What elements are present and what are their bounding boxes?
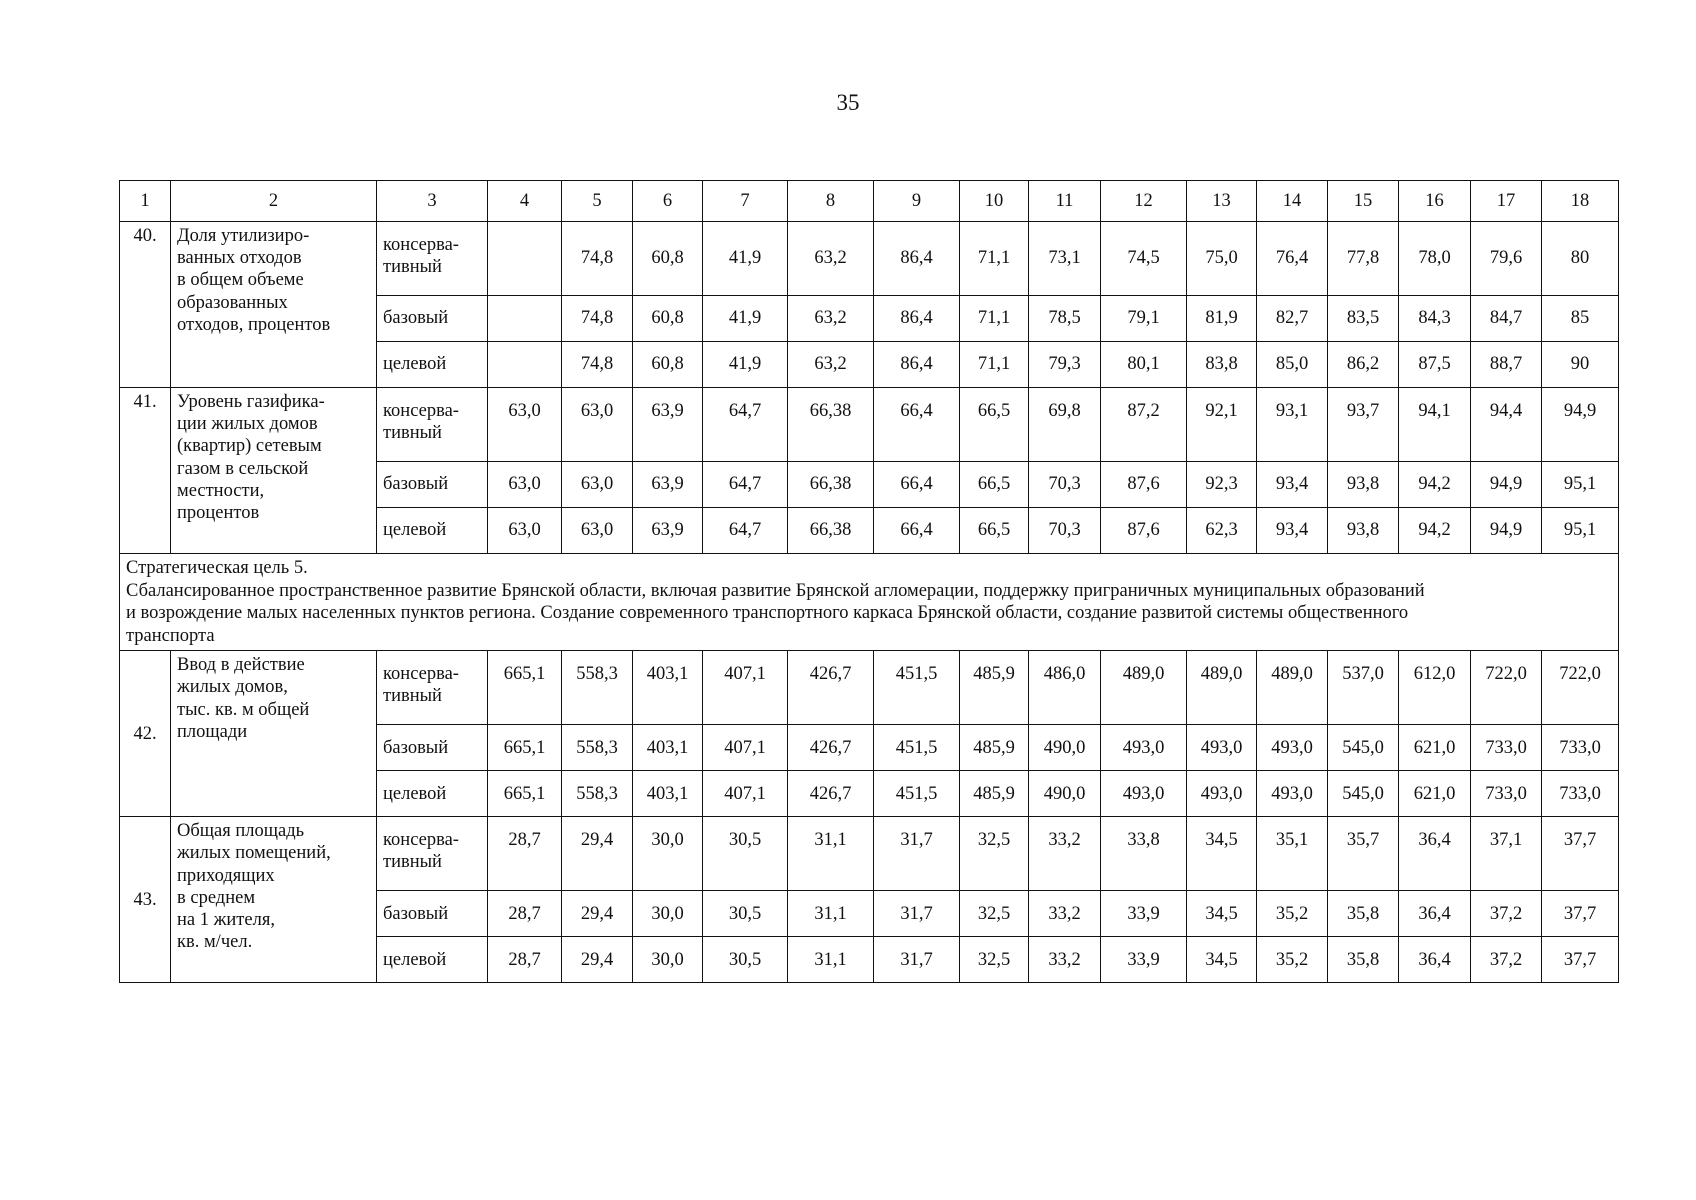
value-cell: 64,7 [703, 388, 788, 462]
value-cell: 407,1 [703, 725, 788, 771]
value-cell: 722,0 [1471, 651, 1542, 725]
value-cell: 94,9 [1471, 508, 1542, 554]
value-cell: 486,0 [1029, 651, 1101, 725]
value-cell [488, 342, 562, 388]
value-cell: 63,0 [562, 462, 633, 508]
indicator-name: Уровень газифика- ции жилых домов (квартир) сетевым газом в сельской местности, процентов [171, 388, 377, 554]
column-header: 7 [703, 181, 788, 222]
value-cell [488, 296, 562, 342]
value-cell: 31,1 [788, 817, 874, 891]
value-cell: 36,4 [1399, 891, 1471, 937]
value-cell: 31,7 [874, 891, 960, 937]
scenario-label: целевой [377, 771, 488, 817]
value-cell: 60,8 [633, 296, 703, 342]
value-cell: 33,9 [1101, 891, 1187, 937]
value-cell: 41,9 [703, 296, 788, 342]
value-cell: 733,0 [1542, 771, 1619, 817]
indicator-number: 40. [120, 222, 171, 388]
value-cell: 95,1 [1542, 462, 1619, 508]
value-cell: 84,7 [1471, 296, 1542, 342]
page-number: 35 [836, 90, 860, 115]
value-cell: 665,1 [488, 725, 562, 771]
value-cell: 63,0 [562, 508, 633, 554]
value-cell: 66,5 [960, 462, 1029, 508]
strategic-goal-text: и возрождение малых населенных пунктов региона. Создание современного транспортного каркаса Брянской области, создание развитой системы общественного [126, 603, 1409, 624]
value-cell: 32,5 [960, 937, 1029, 983]
value-cell: 94,2 [1399, 508, 1471, 554]
value-cell: 451,5 [874, 725, 960, 771]
table-row [120, 222, 1619, 296]
value-cell: 93,4 [1257, 462, 1328, 508]
value-cell: 37,1 [1471, 817, 1542, 891]
value-cell: 34,5 [1187, 891, 1257, 937]
value-cell: 35,2 [1257, 937, 1328, 983]
value-cell: 79,1 [1101, 296, 1187, 342]
value-cell: 489,0 [1187, 651, 1257, 725]
column-header: 5 [562, 181, 633, 222]
value-cell: 493,0 [1187, 725, 1257, 771]
column-header: 12 [1101, 181, 1187, 222]
value-cell: 403,1 [633, 725, 703, 771]
value-cell: 86,4 [874, 222, 960, 296]
value-cell: 733,0 [1542, 725, 1619, 771]
value-cell: 31,1 [788, 937, 874, 983]
table-row [120, 388, 1619, 462]
value-cell: 94,9 [1471, 462, 1542, 508]
value-cell: 37,7 [1542, 817, 1619, 891]
value-cell: 733,0 [1471, 771, 1542, 817]
strategic-goal-text: транспорта [126, 625, 215, 646]
value-cell: 426,7 [788, 651, 874, 725]
value-cell: 37,7 [1542, 891, 1619, 937]
column-header: 10 [960, 181, 1029, 222]
value-cell: 63,0 [562, 388, 633, 462]
column-header: 11 [1029, 181, 1101, 222]
value-cell: 70,3 [1029, 462, 1101, 508]
value-cell: 37,2 [1471, 937, 1542, 983]
value-cell: 665,1 [488, 651, 562, 725]
value-cell: 621,0 [1399, 771, 1471, 817]
value-cell: 66,4 [874, 462, 960, 508]
scenario-label: консерва- тивный [377, 651, 488, 725]
value-cell: 29,4 [562, 817, 633, 891]
value-cell: 558,3 [562, 771, 633, 817]
value-cell: 665,1 [488, 771, 562, 817]
scenario-label: консерва- тивный [377, 222, 488, 296]
value-cell: 71,1 [960, 296, 1029, 342]
value-cell: 493,0 [1101, 771, 1187, 817]
value-cell: 94,4 [1471, 388, 1542, 462]
value-cell: 88,7 [1471, 342, 1542, 388]
value-cell: 490,0 [1029, 771, 1101, 817]
value-cell: 621,0 [1399, 725, 1471, 771]
strategic-goal-title: Стратегическая цель 5. [126, 558, 308, 578]
value-cell: 35,7 [1328, 817, 1399, 891]
scenario-label: базовый [377, 725, 488, 771]
value-cell: 85 [1542, 296, 1619, 342]
value-cell: 66,5 [960, 508, 1029, 554]
value-cell: 403,1 [633, 771, 703, 817]
column-header: 3 [377, 181, 488, 222]
value-cell: 28,7 [488, 891, 562, 937]
value-cell: 41,9 [703, 342, 788, 388]
value-cell: 485,9 [960, 771, 1029, 817]
value-cell: 86,2 [1328, 342, 1399, 388]
value-cell: 60,8 [633, 342, 703, 388]
indicator-name: Общая площадь жилых помещений, приходящих в среднем на 1 жителя, кв. м/чел. [171, 817, 377, 983]
scenario-label: целевой [377, 937, 488, 983]
value-cell: 33,2 [1029, 817, 1101, 891]
value-cell: 34,5 [1187, 937, 1257, 983]
value-cell: 92,3 [1187, 462, 1257, 508]
value-cell: 451,5 [874, 771, 960, 817]
value-cell: 94,9 [1542, 388, 1619, 462]
column-header: 4 [488, 181, 562, 222]
scenario-label: консерва- тивный [377, 388, 488, 462]
value-cell: 93,4 [1257, 508, 1328, 554]
value-cell: 485,9 [960, 651, 1029, 725]
value-cell: 74,8 [562, 296, 633, 342]
value-cell: 79,3 [1029, 342, 1101, 388]
value-cell: 545,0 [1328, 771, 1399, 817]
value-cell: 78,5 [1029, 296, 1101, 342]
value-cell: 63,0 [488, 388, 562, 462]
value-cell [488, 222, 562, 296]
value-cell: 490,0 [1029, 725, 1101, 771]
value-cell: 87,2 [1101, 388, 1187, 462]
indicator-number: 42. [120, 651, 171, 817]
value-cell: 83,5 [1328, 296, 1399, 342]
scenario-label: базовый [377, 462, 488, 508]
value-cell: 31,7 [874, 817, 960, 891]
scenario-label: целевой [377, 508, 488, 554]
value-cell: 426,7 [788, 771, 874, 817]
value-cell: 733,0 [1471, 725, 1542, 771]
value-cell: 63,0 [488, 462, 562, 508]
value-cell: 63,2 [788, 222, 874, 296]
value-cell: 30,5 [703, 937, 788, 983]
value-cell: 493,0 [1257, 771, 1328, 817]
column-header: 6 [633, 181, 703, 222]
value-cell: 95,1 [1542, 508, 1619, 554]
scenario-label: консерва- тивный [377, 817, 488, 891]
value-cell: 33,2 [1029, 937, 1101, 983]
value-cell: 70,3 [1029, 508, 1101, 554]
value-cell: 94,1 [1399, 388, 1471, 462]
value-cell: 37,2 [1471, 891, 1542, 937]
strategic-goal-text: Сбалансированное пространственное развитие Брянской области, включая развитие Брянской агломерации, поддержку приграничных муниципальных образований [126, 580, 1425, 601]
indicator-name: Доля утилизиро- ванных отходов в общем объеме образованных отходов, процентов [171, 222, 377, 388]
value-cell: 63,9 [633, 508, 703, 554]
value-cell: 74,8 [562, 342, 633, 388]
value-cell: 62,3 [1187, 508, 1257, 554]
value-cell: 493,0 [1257, 725, 1328, 771]
value-cell: 31,7 [874, 937, 960, 983]
value-cell: 63,9 [633, 462, 703, 508]
value-cell: 87,5 [1399, 342, 1471, 388]
value-cell: 71,1 [960, 342, 1029, 388]
value-cell: 485,9 [960, 725, 1029, 771]
table-row [120, 651, 1619, 725]
value-cell: 35,2 [1257, 891, 1328, 937]
value-cell: 85,0 [1257, 342, 1328, 388]
value-cell: 35,8 [1328, 891, 1399, 937]
table-body [120, 181, 1619, 983]
value-cell: 69,8 [1029, 388, 1101, 462]
value-cell: 64,7 [703, 508, 788, 554]
value-cell: 493,0 [1101, 725, 1187, 771]
scenario-label: целевой [377, 342, 488, 388]
table-row [120, 817, 1619, 891]
value-cell: 74,5 [1101, 222, 1187, 296]
value-cell: 80,1 [1101, 342, 1187, 388]
column-header: 8 [788, 181, 874, 222]
value-cell: 83,8 [1187, 342, 1257, 388]
column-header: 1 [120, 181, 171, 222]
value-cell: 451,5 [874, 651, 960, 725]
value-cell: 29,4 [562, 891, 633, 937]
value-cell: 66,4 [874, 388, 960, 462]
value-cell: 92,1 [1187, 388, 1257, 462]
value-cell: 558,3 [562, 651, 633, 725]
value-cell: 74,8 [562, 222, 633, 296]
value-cell: 84,3 [1399, 296, 1471, 342]
value-cell: 93,8 [1328, 462, 1399, 508]
value-cell: 30,0 [633, 817, 703, 891]
value-cell: 63,2 [788, 296, 874, 342]
value-cell: 31,1 [788, 891, 874, 937]
value-cell: 33,8 [1101, 817, 1187, 891]
value-cell: 33,9 [1101, 937, 1187, 983]
value-cell: 33,2 [1029, 891, 1101, 937]
value-cell: 493,0 [1187, 771, 1257, 817]
value-cell: 82,7 [1257, 296, 1328, 342]
value-cell: 489,0 [1257, 651, 1328, 725]
value-cell: 28,7 [488, 937, 562, 983]
value-cell: 71,1 [960, 222, 1029, 296]
strategic-goal [120, 554, 1619, 651]
value-cell: 64,7 [703, 462, 788, 508]
value-cell: 75,0 [1187, 222, 1257, 296]
value-cell: 81,9 [1187, 296, 1257, 342]
value-cell: 66,38 [788, 462, 874, 508]
indicator-number: 41. [120, 388, 171, 554]
column-header: 17 [1471, 181, 1542, 222]
scenario-label: базовый [377, 891, 488, 937]
column-header: 14 [1257, 181, 1328, 222]
value-cell: 36,4 [1399, 937, 1471, 983]
value-cell: 66,4 [874, 508, 960, 554]
value-cell: 537,0 [1328, 651, 1399, 725]
value-cell: 30,5 [703, 817, 788, 891]
value-cell: 63,0 [488, 508, 562, 554]
value-cell: 32,5 [960, 817, 1029, 891]
value-cell: 30,0 [633, 937, 703, 983]
column-header: 9 [874, 181, 960, 222]
value-cell: 66,5 [960, 388, 1029, 462]
column-header: 13 [1187, 181, 1257, 222]
value-cell: 86,4 [874, 296, 960, 342]
value-cell: 66,38 [788, 388, 874, 462]
value-cell: 407,1 [703, 651, 788, 725]
scenario-label: базовый [377, 296, 488, 342]
value-cell: 41,9 [703, 222, 788, 296]
value-cell: 489,0 [1101, 651, 1187, 725]
value-cell: 35,1 [1257, 817, 1328, 891]
indicator-name: Ввод в действие жилых домов, тыс. кв. м общей площади [171, 651, 377, 817]
value-cell: 29,4 [562, 937, 633, 983]
value-cell: 63,9 [633, 388, 703, 462]
value-cell: 87,6 [1101, 462, 1187, 508]
indicator-number: 43. [120, 817, 171, 983]
value-cell: 722,0 [1542, 651, 1619, 725]
indicators-table [119, 180, 1619, 983]
value-cell: 94,2 [1399, 462, 1471, 508]
value-cell: 34,5 [1187, 817, 1257, 891]
value-cell: 80 [1542, 222, 1619, 296]
header-row [120, 181, 1619, 222]
value-cell: 426,7 [788, 725, 874, 771]
value-cell: 90 [1542, 342, 1619, 388]
value-cell: 93,7 [1328, 388, 1399, 462]
column-header: 15 [1328, 181, 1399, 222]
value-cell: 76,4 [1257, 222, 1328, 296]
value-cell: 77,8 [1328, 222, 1399, 296]
value-cell: 79,6 [1471, 222, 1542, 296]
value-cell: 66,38 [788, 508, 874, 554]
value-cell: 30,5 [703, 891, 788, 937]
column-header: 2 [171, 181, 377, 222]
value-cell: 60,8 [633, 222, 703, 296]
value-cell: 37,7 [1542, 937, 1619, 983]
column-header: 18 [1542, 181, 1619, 222]
value-cell: 403,1 [633, 651, 703, 725]
value-cell: 73,1 [1029, 222, 1101, 296]
value-cell: 78,0 [1399, 222, 1471, 296]
value-cell: 558,3 [562, 725, 633, 771]
value-cell: 30,0 [633, 891, 703, 937]
value-cell: 93,8 [1328, 508, 1399, 554]
value-cell: 93,1 [1257, 388, 1328, 462]
value-cell: 63,2 [788, 342, 874, 388]
value-cell: 545,0 [1328, 725, 1399, 771]
value-cell: 35,8 [1328, 937, 1399, 983]
value-cell: 407,1 [703, 771, 788, 817]
value-cell: 32,5 [960, 891, 1029, 937]
value-cell: 612,0 [1399, 651, 1471, 725]
value-cell: 87,6 [1101, 508, 1187, 554]
value-cell: 36,4 [1399, 817, 1471, 891]
strategic-goal-row [120, 554, 1619, 651]
value-cell: 86,4 [874, 342, 960, 388]
column-header: 16 [1399, 181, 1471, 222]
value-cell: 28,7 [488, 817, 562, 891]
